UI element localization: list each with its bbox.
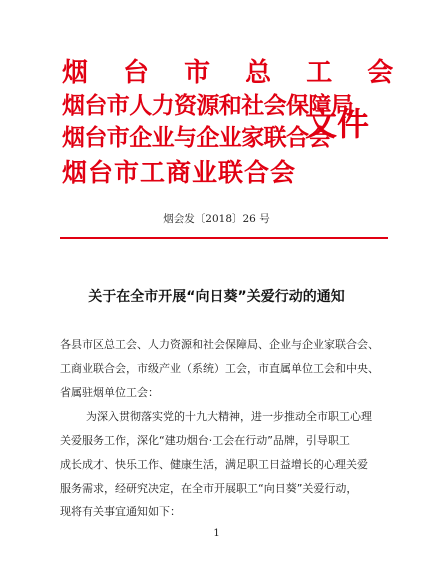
recipients-line: 省属驻烟单位工会： — [60, 386, 159, 399]
page-number: 1 — [213, 528, 220, 539]
paragraph-line: 成长成才、快乐工作、健康生活，满足职工日益增长的心理关爱 — [60, 458, 368, 471]
paragraph-line: 关爱服务工作，深化“建功烟台·工会在行动”品牌，引导职工 — [60, 434, 350, 447]
recipients-line: 工商业联合会，市级产业（系统）工会，市直属单位工会和中央、 — [60, 362, 379, 375]
issuer-name-trade-union: 烟 台 市 总 工 会 — [62, 58, 407, 88]
recipients-line: 各县市区总工会、人力资源和社会保障局、企业与企业家联合会、 — [60, 338, 379, 351]
paragraph-line: 为深入贯彻落实党的十九大精神，进一步推动全市职工心理 — [86, 410, 372, 423]
notice-title: 关于在全市开展“向日葵”关爱行动的通知 — [88, 289, 345, 305]
issuer-name-hr-bureau: 烟台市人力资源和社会保障局 — [62, 92, 354, 119]
issuer-name-commerce-federation: 烟台市工商业联合会 — [62, 158, 297, 187]
paragraph-line: 服务需求，经研究决定，在全市开展职工“向日葵”关爱行动， — [60, 482, 358, 495]
red-divider-line — [60, 237, 388, 239]
paragraph-line: 现将有关事宜通知如下： — [60, 505, 181, 518]
issuer-name-enterprise-federation: 烟台市企业与企业家联合会 — [62, 124, 331, 151]
document-type-label: 文件 — [305, 105, 370, 143]
document-number: 烟会发〔2018〕26 号 — [163, 213, 270, 225]
